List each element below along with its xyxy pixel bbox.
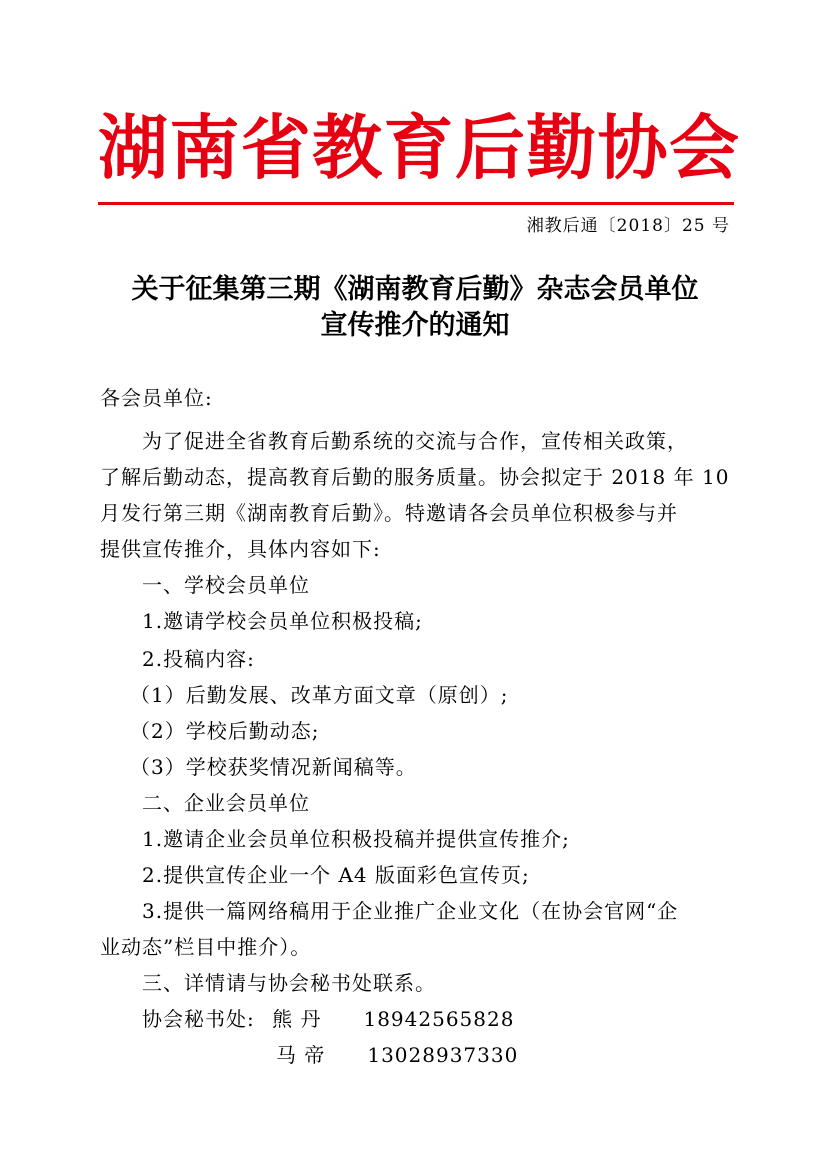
section-heading-enterprise: 二、企业会员单位 — [142, 791, 310, 815]
section-heading-school: 一、学校会员单位 — [142, 573, 310, 597]
contact-phone: 13028937330 — [367, 1043, 519, 1067]
contact-name: 熊 丹 — [272, 1007, 322, 1031]
list-item: （3）学校获奖情况新闻稿等。 — [130, 755, 417, 779]
contact-name: 马 帝 — [276, 1043, 326, 1067]
list-item: 3.提供一篇网络稿用于企业推广企业文化（在协会官网“企 — [142, 899, 679, 923]
list-item: 业动态”栏目中推介）。 — [100, 935, 312, 959]
list-item: 2.提供宣传企业一个 A4 版面彩色宣传页; — [142, 863, 530, 887]
contact-label: 协会秘书处: — [142, 1007, 255, 1031]
list-item: 1.邀请学校会员单位积极投稿; — [142, 609, 423, 633]
list-item: （2）学校后勤动态; — [130, 719, 320, 743]
list-item: （1）后勤发展、改革方面文章（原创）; — [130, 683, 509, 707]
contact-row — [276, 1041, 826, 1069]
intro-line: 提供宣传推介，具体内容如下: — [100, 537, 381, 561]
intro-line: 了解后勤动态，提高教育后勤的服务质量。协会拟定于 2018 年 10 — [100, 465, 730, 489]
contact-row — [142, 1005, 782, 1033]
header-red-rule — [98, 202, 734, 205]
intro-line: 为了促进全省教育后勤系统的交流与合作，宣传相关政策， — [142, 429, 688, 453]
document-number: 湘教后通〔2018〕25 号 — [526, 216, 730, 236]
section-heading-contact: 三、详情请与协会秘书处联系。 — [142, 971, 436, 995]
intro-line: 月发行第三期《湖南教育后勤》。特邀请各会员单位积极参与并 — [100, 501, 678, 525]
salutation: 各会员单位: — [100, 386, 213, 410]
organization-header: 湖南省教育后勤协会 — [98, 107, 738, 189]
document-title-line-1: 关于征集第三期《湖南教育后勤》杂志会员单位 — [131, 274, 699, 305]
list-item: 1.邀请企业会员单位积极投稿并提供宣传推介; — [142, 827, 570, 851]
document-title-line-2: 宣传推介的通知 — [320, 310, 510, 341]
contact-phone: 18942565828 — [363, 1007, 515, 1031]
list-item: 2.投稿内容: — [142, 647, 255, 671]
